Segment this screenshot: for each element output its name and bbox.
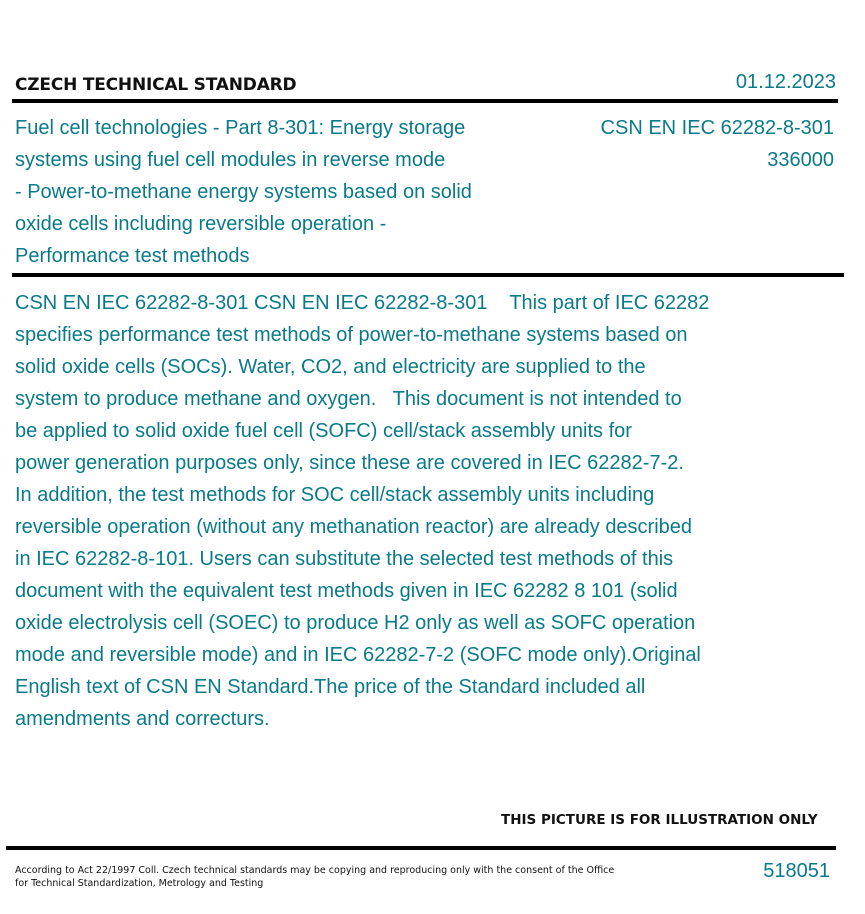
standard-title-line: Fuel cell technologies - Part 8-301: Energy storage xyxy=(15,117,466,139)
classification-number: 336000 xyxy=(767,149,834,171)
standard-title-line: oxide cells including reversible operation - xyxy=(15,213,387,235)
standard-title xyxy=(15,112,535,272)
standard-description: CSN EN IEC 62282-8-301 CSN EN IEC 62282-8-301 This part of IEC 62282 specifies performance test methods of power-to-methane systems based on solid oxide cells (SOCs). Water, CO2, and electricity are supplied to the system to produce methane and oxygen. This document is not intended to be applied to solid oxide fuel cell (SOFC) cell/stack assembly units for power generation purposes only, since these are covered in IEC 62282-7-2. In addition, the test methods for SOC cell/stack assembly units including reversible operation (without any methanation reactor) are already described in IEC 62282-8-101. Users can substitute the selected test methods of this document with the equivalent test methods given in IEC 62282 8 101 (solid oxide electrolysis cell (SOEC) to produce H2 only as well as SOFC operation mode and reversible mode) and in IEC 62282-7-2 (SOFC mode only).Original English text of CSN EN Standard.The price of the Standard included all amendments and correcturs. xyxy=(15,292,710,730)
footer-divider xyxy=(6,846,836,850)
publication-date: 01.12.2023 xyxy=(735,71,836,93)
document-number: 518051 xyxy=(763,860,830,882)
legal-notice xyxy=(15,864,615,890)
title-divider xyxy=(12,273,844,277)
legal-notice-line: According to Act 22/1997 Coll. Czech technical standards may be copying and reproducing only with the consent of the Office xyxy=(15,865,615,876)
standard-title-line: systems using fuel cell modules in reverse mode xyxy=(15,149,446,171)
standard-identifiers xyxy=(601,112,834,176)
legal-notice-line: for Technical Standardization, Metrology and Testing xyxy=(15,878,264,889)
standard-title-line: Performance test methods xyxy=(15,245,250,267)
document-type-label: CZECH TECHNICAL STANDARD xyxy=(15,75,297,95)
standard-title-line: - Power-to-methane energy systems based on solid xyxy=(15,181,472,203)
top-divider xyxy=(12,99,838,103)
standard-code: CSN EN IEC 62282-8-301 xyxy=(600,117,834,139)
illustration-note: THIS PICTURE IS FOR ILLUSTRATION ONLY xyxy=(501,812,818,828)
